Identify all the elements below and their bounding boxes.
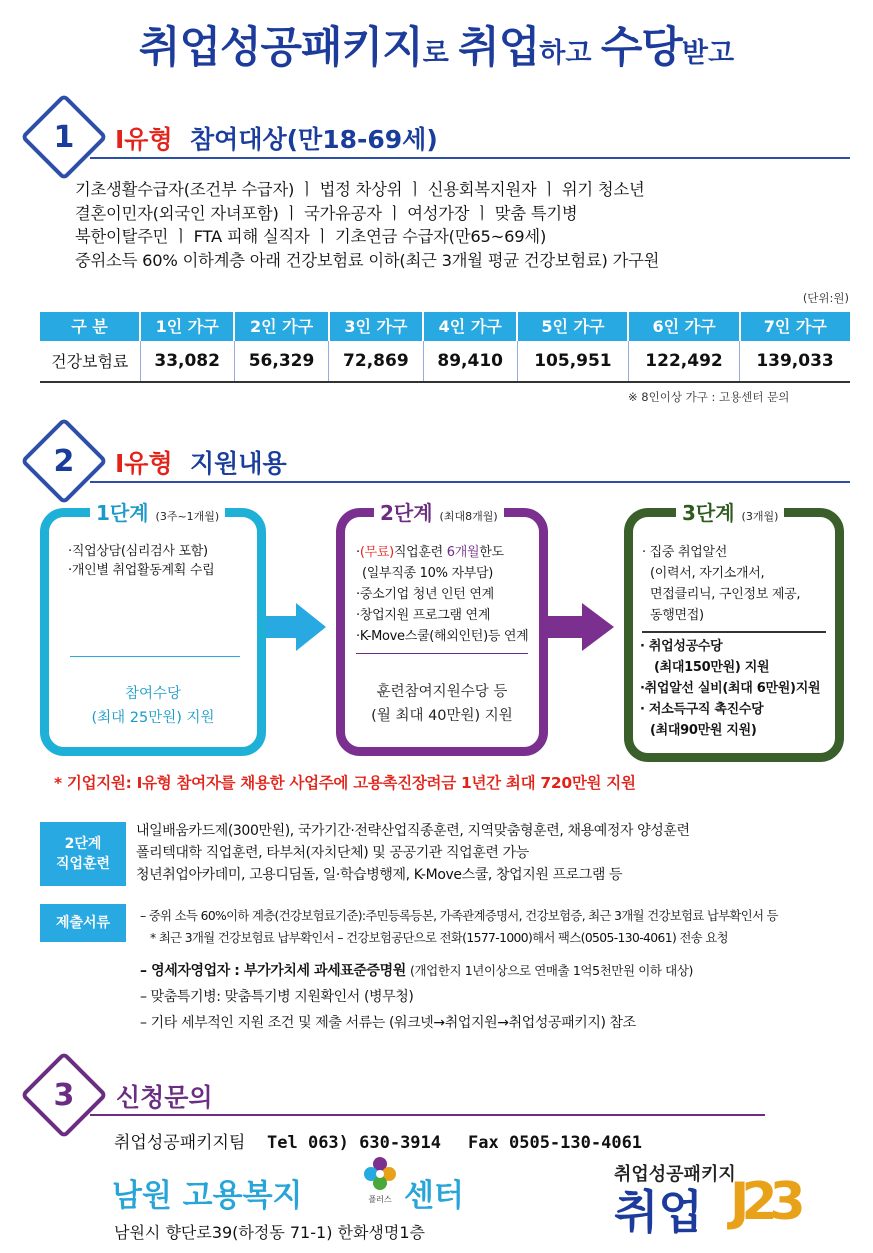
brand-caption: 취업성공패키지 — [614, 1164, 736, 1185]
stage-item: ·중소기업 청년 인턴 연계 — [356, 587, 494, 602]
stage-item: · 취업성공수당 — [640, 639, 723, 654]
section1-title: 참여대상(만18-69세) — [190, 125, 438, 154]
arrow-right-icon — [582, 603, 614, 651]
table-header: 4인 가구 — [423, 312, 517, 340]
stage1-allowance — [48, 682, 258, 730]
documents-line: * 최근 3개월 건강보험료 납부확인서 – 건강보험공단으로 전화(1577-1000)해서 팩스(0505-130-4061) 전송 요청 — [150, 931, 728, 945]
section-number-text: 2 — [53, 443, 75, 479]
section3-heading — [116, 1078, 213, 1114]
stage3-divider — [642, 631, 826, 633]
documents-label: 제출서류 — [40, 904, 126, 942]
table-note: ※ 8인이상 가구 : 고용센터 문의 — [628, 390, 790, 404]
section2-title: 지원내용 — [190, 449, 287, 478]
stage2-title — [374, 497, 504, 526]
stage-item-text: 직업훈련 — [393, 545, 447, 560]
stage2-divider — [356, 653, 528, 654]
stage1-divider — [70, 656, 240, 657]
documents-bold: – 영세자영업자 : 부가가치세 과세표준증명원 — [140, 963, 406, 979]
section3-title: 신청문의 — [116, 1083, 213, 1112]
type-label: Ⅰ유형 — [115, 449, 173, 478]
stage3-items — [642, 542, 800, 626]
page-title — [0, 14, 873, 75]
section-number-text: 1 — [53, 119, 75, 155]
stage-item: ·창업지원 프로그램 연계 — [356, 608, 491, 623]
documents-line — [140, 958, 693, 984]
stage-period: (최대8개월) — [439, 510, 498, 523]
arrow-right-icon — [296, 603, 326, 651]
section1-rule — [90, 157, 850, 159]
table-cell: 72,869 — [329, 340, 423, 382]
free-label: (무료) — [359, 545, 394, 560]
center-name-part: 센터 — [404, 1178, 464, 1214]
stage-title-text: 2단계 — [380, 501, 433, 525]
stage-item-text: 한도 — [479, 545, 504, 560]
section2-heading — [115, 444, 287, 480]
arrow-1-shaft — [266, 616, 296, 638]
brand-logo-text: J23 — [730, 1172, 798, 1232]
eligibility-line: 결혼이민자(외국인 자녀포함) ㅣ 국가유공자 ㅣ 여성가장 ㅣ 맞춤 특기병 — [75, 203, 578, 223]
training-line: 청년취업아카데미, 고용디딤돌, 일·학습병행제, K-Move스쿨, 창업지원 프로그램 등 — [136, 867, 623, 883]
table-header: 구 분 — [40, 312, 140, 340]
section-number-2 — [20, 417, 108, 505]
allowance-line: (최대 25만원) 지원 — [91, 710, 215, 726]
table-cell: 56,329 — [234, 340, 328, 382]
documents-text — [140, 905, 778, 949]
stage-item: · 집중 취업알선 — [642, 545, 728, 560]
phone-number: Tel 063) 630-3914 — [267, 1133, 442, 1153]
plus-logo-icon — [360, 1156, 400, 1204]
center-name-part: 남원 고용복지 — [112, 1178, 303, 1214]
allowance-line: (월 최대 40만원) 지원 — [371, 708, 513, 724]
eligibility-list — [75, 178, 855, 272]
stage-item: ·취업알선 실비(최대 6만원)지원 — [640, 681, 821, 696]
stage-item: ·K-Move스쿨(해외인턴)등 연계 — [356, 629, 529, 644]
stage-item: (일부직종 10% 자부담) — [362, 566, 494, 581]
stage-title-text: 3단계 — [682, 501, 735, 525]
table-cell: 89,410 — [423, 340, 517, 382]
documents-line: – 중위 소득 60%이하 계층(건강보험료기준):주민등록등본, 가족관계증명서, 건강보험증, 최근 3개월 건강보험료 납부확인서 등 — [140, 909, 778, 923]
table-row — [40, 340, 850, 382]
stage1-title — [90, 497, 225, 526]
stage-period: (3주~1개월) — [155, 510, 220, 523]
income-table — [40, 312, 850, 383]
team-name: 취업성공패키지팀 — [114, 1133, 246, 1153]
table-header-row — [40, 312, 850, 340]
section2-rule — [90, 481, 850, 483]
label-line: 직업훈련 — [55, 856, 111, 872]
title-part: 수당 — [600, 23, 682, 73]
stage-title-text: 1단계 — [96, 501, 149, 525]
training-line: 내일배움카드제(300만원), 국가기간·전략산업직종훈련, 지역맞춤형훈련, 채용예정자 양성훈련 — [136, 823, 690, 839]
label-line: 2단계 — [64, 836, 102, 852]
stage2-items — [356, 542, 528, 647]
section-number-3 — [20, 1051, 108, 1139]
table-cell: 33,082 — [140, 340, 234, 382]
title-part: 하고 — [539, 38, 601, 69]
section-number-text: 3 — [53, 1077, 75, 1113]
arrow-2-shaft — [548, 616, 582, 638]
eligibility-line: 북한이탈주민 ㅣ FTA 피해 실직자 ㅣ 기초연금 수급자(만65~69세) — [75, 227, 547, 246]
stage-item: · 저소득구직 촉진수당 — [640, 702, 764, 717]
brand-logo — [730, 1166, 798, 1238]
title-part: 취업 — [458, 23, 540, 73]
title-part: 취업성공패키지 — [138, 23, 423, 73]
eligibility-line: 기초생활수급자(조건부 수급자) ㅣ 법정 차상위 ㅣ 신용회복지원자 ㅣ 위기 청소년 — [75, 180, 645, 199]
eligibility-line: 중위소득 60% 이하계층 아래 건강보험료 이하(최근 3개월 평균 건강보험료) 가구원 — [75, 250, 660, 270]
unit-label: (단위:원) — [802, 291, 849, 305]
stage3-allowances — [640, 636, 820, 741]
stage-item: 면접클리닉, 구인정보 제공, — [650, 587, 801, 602]
stage-item: (최대90만원 지원) — [650, 723, 757, 738]
documents-line: – 기타 세부적인 지원 조건 및 제출 서류는 (워크넷→취업지원→취업성공패키지) 참조 — [140, 1015, 636, 1031]
stage-item: (최대150만원) 지원 — [654, 660, 770, 675]
address: 남원시 향단로39(하정동 71-1) 한화생명1층 — [114, 1223, 425, 1242]
stage-item: (이력서, 자기소개서, — [650, 566, 765, 581]
fax-number: Fax 0505-130-4061 — [468, 1133, 643, 1153]
training-text — [136, 820, 690, 886]
table-header: 3인 가구 — [329, 312, 423, 340]
stage-item: ·개인별 취업활동계획 수립 — [68, 563, 215, 578]
stage1-items — [68, 542, 214, 580]
title-part: 로 — [422, 38, 459, 69]
table-cell: 122,492 — [628, 340, 739, 382]
table-header: 5인 가구 — [517, 312, 628, 340]
type-label: Ⅰ유형 — [115, 125, 173, 154]
table-header: 2인 가구 — [234, 312, 328, 340]
employer-support-note: * 기업지원: Ⅰ유형 참여자를 채용한 사업주에 고용촉진장려금 1년간 최대 720만원 지원 — [54, 774, 636, 792]
documents-note: (개업한지 1년이상으로 연매출 1억5천만원 이하 대상) — [410, 963, 693, 978]
stage2-allowance — [344, 680, 540, 728]
title-part: 받고 — [681, 38, 735, 69]
section1-heading — [115, 120, 438, 156]
months-label: 6개월 — [446, 545, 480, 560]
section3-rule — [90, 1114, 765, 1116]
brand-name: 취업 — [614, 1185, 703, 1239]
stage-item: ·직업상담(심리검사 포함) — [68, 544, 208, 559]
section-number-1 — [20, 93, 108, 181]
plus-label: 플러스 — [368, 1195, 392, 1204]
stage3-title — [676, 497, 784, 526]
table-header: 7인 가구 — [740, 312, 850, 340]
table-cell: 105,951 — [517, 340, 628, 382]
training-label — [40, 822, 126, 886]
allowance-line: 참여수당 — [124, 686, 182, 702]
stage-period: (3개월) — [741, 510, 779, 523]
table-header: 6인 가구 — [628, 312, 739, 340]
documents-text-2 — [140, 958, 693, 1036]
stage-item: 동행면접) — [650, 608, 704, 623]
table-cell: 건강보험료 — [40, 340, 140, 382]
training-line: 폴리텍대학 직업훈련, 타부처(자치단체) 및 공공기관 직업훈련 가능 — [136, 845, 529, 861]
center-name — [112, 1170, 302, 1215]
documents-line: – 맞춤특기병: 맞춤특기병 지원확인서 (병무청) — [140, 989, 414, 1005]
allowance-line: 훈련참여지원수당 등 — [376, 684, 508, 700]
stage-item: ·(무료)직업훈련 6개월한도 — [356, 545, 504, 560]
contact-line — [114, 1128, 642, 1153]
table-header: 1인 가구 — [140, 312, 234, 340]
table-cell: 139,033 — [740, 340, 850, 382]
